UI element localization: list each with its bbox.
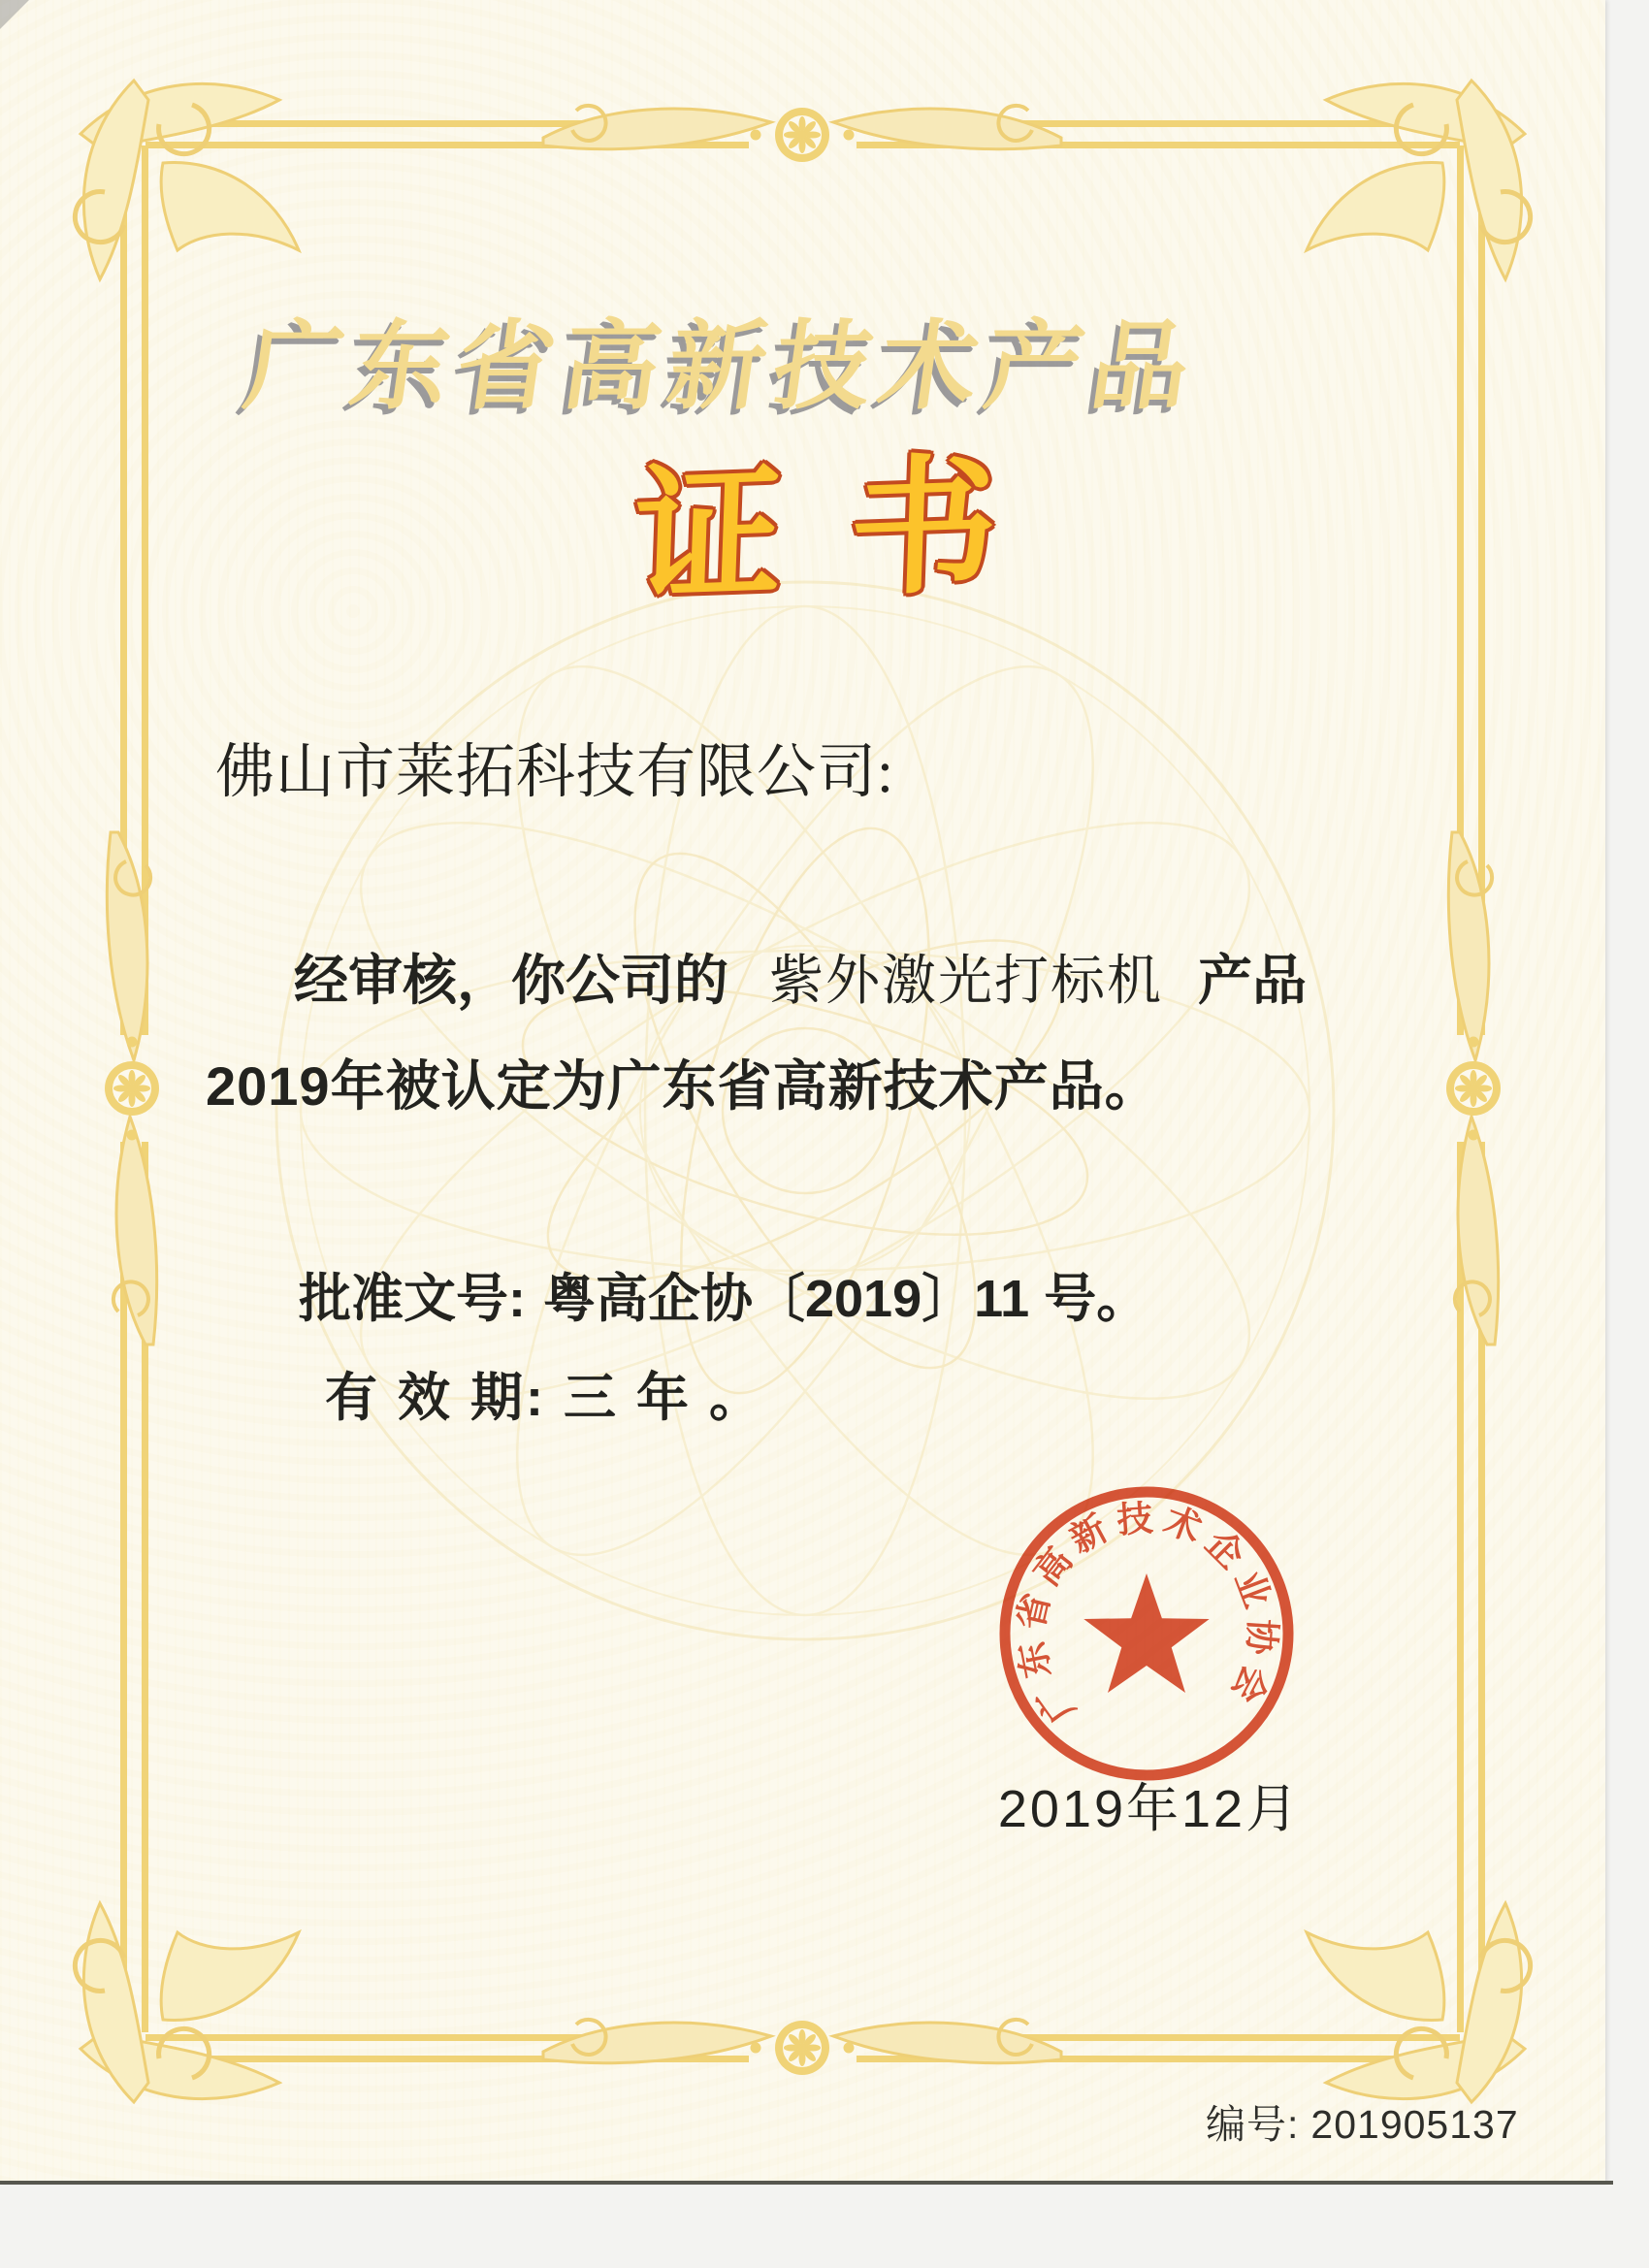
- body-line-1: [294, 950, 1307, 1012]
- seal-star-icon: [1083, 1573, 1209, 1693]
- approval-value: 粤高企协〔2019〕11 号。: [542, 1270, 1149, 1328]
- corner-ornament-bottom-left: [75, 1903, 299, 2102]
- official-seal: [982, 1469, 1311, 1798]
- recipient-company-name: 佛山市莱拓科技有限公司:: [215, 740, 894, 805]
- body-line1-suffix: 产品: [1198, 950, 1307, 1011]
- validity-line: [325, 1369, 765, 1427]
- scan-corner-artifact: [0, 0, 29, 29]
- serial-number-line: [1206, 2102, 1519, 2147]
- validity-value: 三 年 。: [564, 1369, 765, 1427]
- serial-label: 编号:: [1206, 2102, 1300, 2147]
- certificate-subtitle: 证书: [631, 435, 1069, 624]
- side-medallion-bottom: [751, 2021, 855, 2075]
- paper-bottom-edge: [0, 2181, 1613, 2185]
- serial-number: 201905137: [1310, 2102, 1519, 2147]
- validity-label: 有 效 期:: [325, 1369, 546, 1427]
- body-line1-prefix: 经审核，你公司的: [294, 950, 728, 1011]
- corner-ornament-top-right: [1307, 81, 1531, 279]
- approval-number-line: [299, 1270, 1149, 1328]
- ornament-wing: [1448, 832, 1492, 1060]
- ornament-wing: [113, 1117, 157, 1345]
- certificate-title: 广东省高新技术产品: [238, 312, 1206, 421]
- corner-ornament-top-left: [75, 81, 299, 279]
- issue-date: 2019年12月: [997, 1780, 1302, 1838]
- product-name: 紫外激光打标机: [769, 952, 1163, 1012]
- seal-text: 广东省高新技术企业协会: [1010, 1497, 1283, 1731]
- corner-ornament-bottom-right: [1307, 1903, 1531, 2102]
- approval-label: 批准文号:: [299, 1270, 526, 1328]
- side-medallion-top: [751, 108, 855, 162]
- body-line-2: 2019年被认定为广东省高新技术产品。: [206, 1055, 1160, 1117]
